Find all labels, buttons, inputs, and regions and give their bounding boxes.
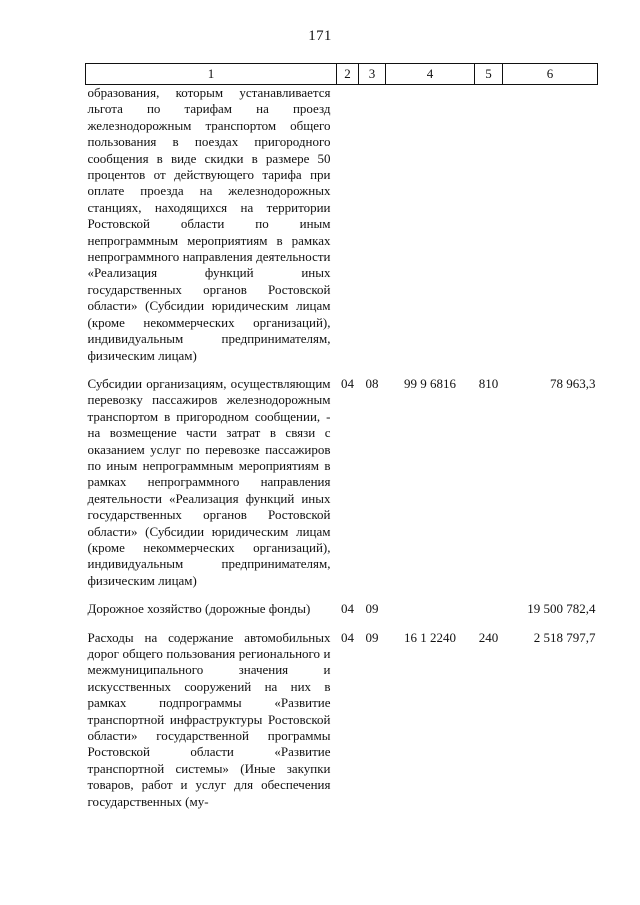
row-subsection-code: 09: [365, 601, 379, 617]
page-number: 171: [308, 28, 332, 44]
col-header-5: 5: [475, 64, 503, 85]
table-row: [86, 376, 598, 589]
row-amount: 78 963,3: [550, 375, 596, 391]
row-subsection-code: 09: [365, 629, 379, 645]
row-target-article: 99 9 6816: [404, 375, 456, 391]
row-section-code: 04: [341, 629, 354, 645]
row-expense-type: [475, 601, 503, 617]
table-header-row: [86, 64, 598, 85]
col-header-6: 6: [503, 64, 598, 85]
row-target-article: 16 1 2240: [404, 629, 456, 645]
row-expense-type: 240: [478, 629, 499, 645]
row-description: Субсидии организациям, осуществляющим перевозку пассажиров железнодорожным транспортом в пригородном сообщении, - на возмещение части затрат в связи с оказанием услуг по перевозке пассажиров по иным непрограммным мероприятиям в рамках непрограммного направления деятельности «Реализация функций иных государственных органов Ростовской области» (Субсидии юридическим лицам (кроме некоммерческих организаций), индивидуальным предпринимателям, физическим лицам): [87, 375, 331, 588]
table-row: [86, 601, 598, 617]
row-description: образования, которым устанавливается льгота по тарифам на проезд железнодорожным транспортом общего пользования в поездах пригородного сообщения в виде скидки в размере 50 процентов от действующего тарифа при оплате проезда на железнодорожных станциях, находящихся на территории Ростовской области по иным непрограммным мероприятиям в рамках непрограммного направления деятельности «Реализация функций иных государственных органов Ростовской области» (Субсидии юридическим лицам (кроме некоммерческих организаций), индивидуальным предпринимателям, физическим лицам): [87, 85, 331, 363]
table-row: [86, 85, 598, 364]
col-header-2: 2: [337, 64, 359, 85]
budget-table: [85, 63, 598, 810]
row-target-article: [386, 85, 475, 364]
row-section-code: [337, 85, 359, 364]
row-description: Дорожное хозяйство (дорожные фонды): [87, 601, 311, 617]
row-section-code: 04: [341, 375, 354, 391]
row-section-code: 04: [341, 601, 354, 617]
row-amount: 2 518 797,7: [533, 629, 596, 645]
row-subsection-code: [359, 85, 386, 364]
row-description: Расходы на содержание автомобильных дорог общего пользования регионального и межмуниципального значения и искусственных сооружений на них в рамках подпрограммы «Развитие транспортной инфраструктуры Ростовской области» государственной программы Ростовской области «Развитие транспортной системы» (Иные закупки товаров, работ и услуг для обеспечения государственных (му-: [87, 629, 331, 809]
row-expense-type: 810: [478, 375, 499, 391]
table-row: [86, 630, 598, 810]
col-header-3: 3: [359, 64, 386, 85]
col-header-1: 1: [86, 64, 337, 85]
row-amount: 19 500 782,4: [527, 601, 596, 617]
row-expense-type: [475, 85, 503, 364]
row-subsection-code: 08: [365, 375, 379, 391]
row-amount: [503, 85, 598, 364]
row-target-article: [386, 601, 475, 617]
col-header-4: 4: [386, 64, 475, 85]
